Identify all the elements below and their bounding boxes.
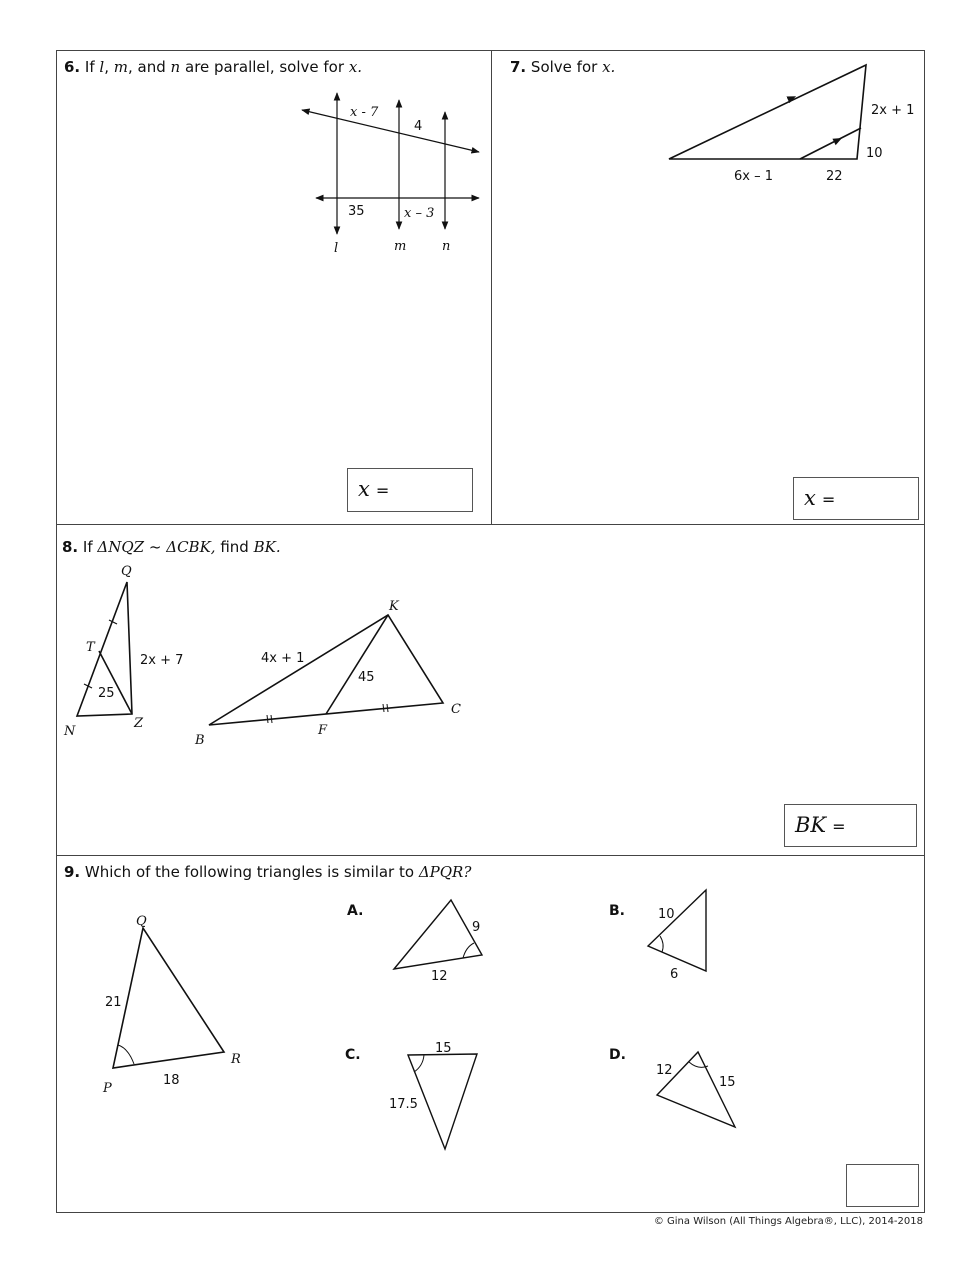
- q9-option-d-side-1: 12: [656, 1063, 673, 1078]
- q6-text-if: If: [84, 58, 95, 76]
- q9-prompt: [64, 863, 471, 881]
- q8-answer-box[interactable]: [784, 804, 917, 847]
- q9-option-b-triangle: [648, 890, 706, 971]
- q7-parallel-segment: [800, 128, 861, 159]
- q8-triangle-cbk: [209, 615, 443, 725]
- q8-label-qz: 2x + 7: [140, 653, 184, 668]
- q9-label-R: R: [231, 1052, 241, 1067]
- q6-prompt: 6. If l, m, and n are parallel, solve for x.: [64, 58, 363, 76]
- q8-label-bk: 4x + 1: [261, 651, 305, 666]
- q8-label-Z: Z: [134, 716, 144, 731]
- q9-option-a[interactable]: [347, 900, 482, 984]
- q7-prompt: [510, 58, 615, 76]
- q8-segment-tz: [99, 651, 132, 714]
- q8-label-tz: 25: [98, 686, 115, 701]
- q8-segment-kf: [326, 615, 388, 714]
- q9-option-d-letter: D.: [609, 1047, 626, 1063]
- q9-label-P: P: [103, 1081, 112, 1096]
- q9-option-d-side-2: 15: [719, 1075, 736, 1090]
- q6-label-n: n: [442, 239, 451, 254]
- q6-label-bottom-left: 35: [348, 204, 365, 219]
- q9-option-a-triangle: [394, 900, 482, 969]
- q6-var-n: n: [170, 58, 181, 76]
- q6-answer-eq: =: [375, 481, 390, 500]
- q8-label-Q: Q: [121, 564, 132, 579]
- q9-text: Which of the following triangles is similar to: [84, 863, 415, 881]
- q8-text-if: If: [82, 538, 93, 556]
- q7-answer-var: x: [804, 486, 816, 510]
- q9-main-triangle: [102, 914, 241, 1096]
- q9-option-a-side-2: 12: [431, 969, 448, 984]
- q9-option-a-side-1: 9: [472, 920, 481, 935]
- q8-label-C: C: [451, 702, 461, 717]
- q9-option-b-side-1: 10: [658, 907, 675, 922]
- q7-label-right-lower: 10: [866, 146, 883, 161]
- q6-text-rest: are parallel, solve for: [185, 58, 345, 76]
- copyright-footer: © Gina Wilson (All Things Algebra®, LLC), 2014-2018: [653, 1216, 923, 1227]
- q6-var-x: x.: [348, 58, 363, 76]
- q6-answer-box[interactable]: [347, 468, 473, 512]
- q7-answer-eq: =: [821, 490, 836, 509]
- q8-answer-var: BK: [795, 813, 827, 837]
- q8-label-B: B: [195, 733, 205, 748]
- q7-answer-box[interactable]: [793, 477, 919, 520]
- q9-option-c-side-1: 15: [435, 1041, 452, 1056]
- q8-triangle-1: ΔNQZ: [97, 538, 145, 556]
- q9-option-c-side-2: 17.5: [389, 1097, 418, 1112]
- q8-similar-sign: ~: [148, 538, 162, 556]
- q8-label-N: N: [64, 724, 76, 739]
- q9-triangle-pqr: [113, 928, 224, 1068]
- q9-angle-p-mark: [118, 1045, 134, 1064]
- q8-find-var: BK.: [253, 538, 281, 556]
- q6-label-top-right: 4: [414, 119, 423, 134]
- q8-prompt: [62, 538, 281, 556]
- q6-var-m: m: [113, 58, 129, 76]
- q7-label-right-upper: 2x + 1: [871, 103, 915, 118]
- q7-var-x: x.: [602, 58, 616, 76]
- q6-label-top-left: x - 7: [350, 105, 379, 120]
- q9-number: 9.: [64, 863, 81, 881]
- q9-option-b-letter: B.: [609, 903, 625, 919]
- q8-number: 8.: [62, 538, 79, 556]
- q9-answer-box[interactable]: [846, 1164, 919, 1207]
- q8-label-K: K: [389, 599, 399, 614]
- q9-option-b[interactable]: [609, 890, 706, 982]
- q8-triangle-2: ΔCBK,: [166, 538, 216, 556]
- q9-option-b-side-2: 6: [670, 967, 679, 982]
- q8-text-find: find: [220, 538, 249, 556]
- q6-label-m: m: [394, 239, 407, 254]
- q8-diagram: [63, 564, 461, 748]
- q9-triangle-name: ΔPQR?: [418, 863, 472, 881]
- q7-label-base-right: 22: [826, 169, 843, 184]
- q7-diagram: [669, 65, 914, 184]
- q9-option-c[interactable]: [345, 1041, 477, 1149]
- q8-answer-eq: =: [832, 817, 846, 836]
- q6-number: 6.: [64, 58, 81, 76]
- q9-option-c-letter: C.: [345, 1047, 361, 1063]
- q6-transversal-top: [302, 110, 479, 152]
- q7-text: Solve for: [530, 58, 598, 76]
- q7-parallel-arrow-1: [760, 98, 792, 112]
- q6-answer-var: x: [358, 477, 370, 501]
- q6-var-l: l: [99, 58, 105, 76]
- q9-option-d[interactable]: [609, 1047, 736, 1127]
- q6-label-bottom-right: x – 3: [404, 206, 435, 221]
- q6-label-l: l: [334, 241, 339, 256]
- q9-label-pq: 21: [105, 995, 122, 1010]
- q9-option-a-letter: A.: [347, 903, 364, 919]
- q7-number: 7.: [510, 58, 527, 76]
- q8-label-T: T: [86, 640, 95, 655]
- q7-large-triangle: [669, 65, 866, 159]
- q9-label-pr: 18: [163, 1073, 180, 1088]
- q9-label-Q: Q: [136, 914, 147, 929]
- q7-label-base-left: 6x – 1: [734, 169, 773, 184]
- q8-label-kf: 45: [358, 670, 375, 685]
- q8-label-F: F: [318, 723, 328, 738]
